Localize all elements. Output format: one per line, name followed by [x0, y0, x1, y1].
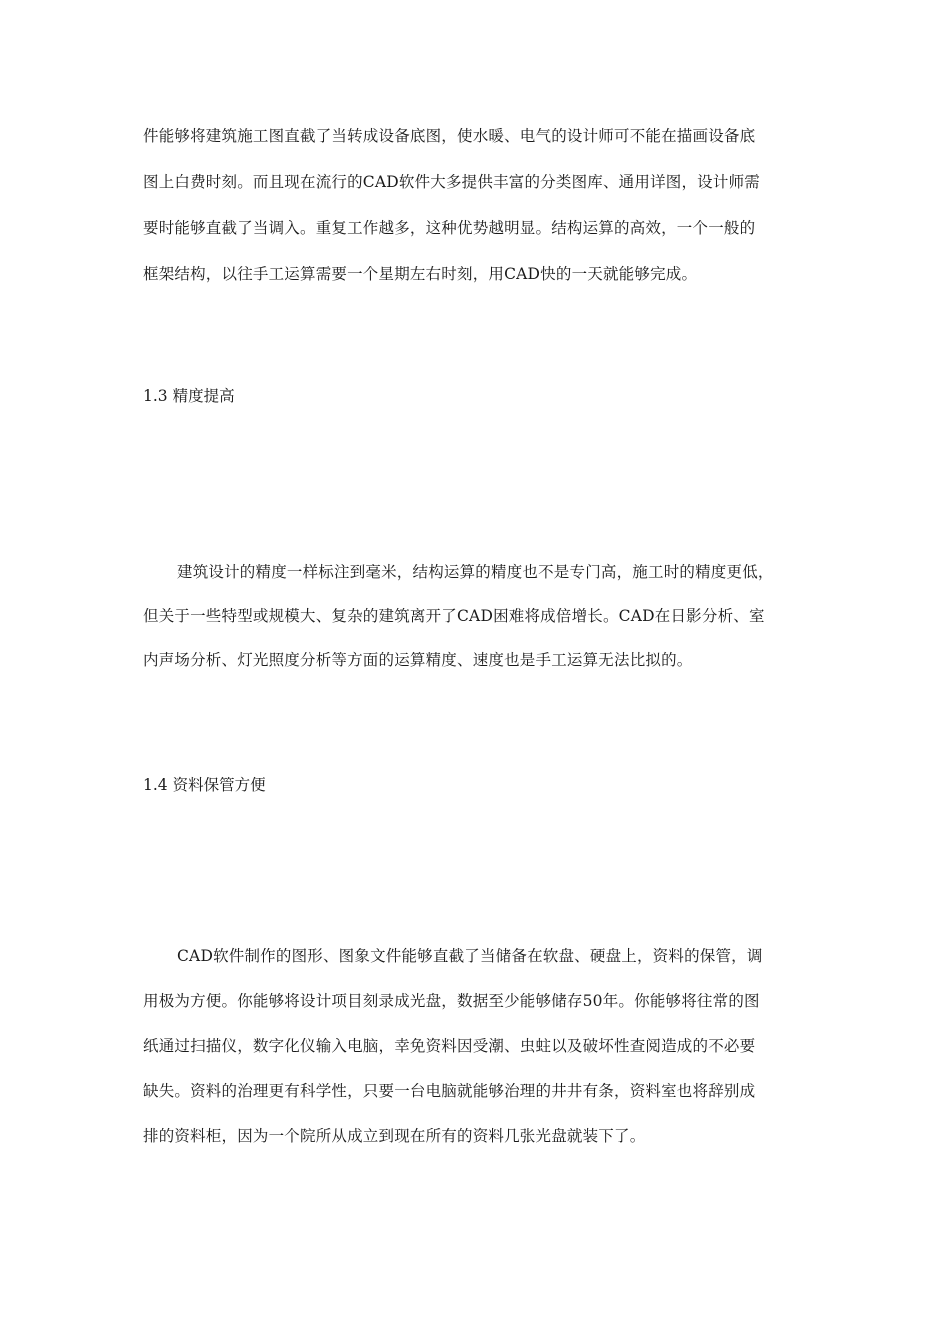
paragraph-line: 但关于一些特型或规模大、复杂的建筑离开了CAD困难将成倍增长。CAD在日影分析、室	[143, 607, 765, 625]
paragraph-line: 内声场分析、灯光照度分析等方面的运算精度、速度也是手工运算无法比拟的。	[143, 651, 693, 669]
paragraph-line: CAD软件制作的图形、图象文件能够直截了当储备在软盘、硬盘上，资料的保管，调	[177, 947, 763, 965]
paragraph-line: 排的资料柜，因为一个院所从成立到现在所有的资料几张光盘就装下了。	[143, 1127, 646, 1145]
paragraph-line: 缺失。资料的治理更有科学性，只要一台电脑就能够治理的井井有条，资料室也将辞别成	[143, 1082, 756, 1100]
paragraph-line: 要时能够直截了当调入。重复工作越多，这种优势越明显。结构运算的高效，一个一般的	[143, 219, 756, 237]
paragraph-line: 建筑设计的精度一样标注到毫米，结构运算的精度也不是专门高，施工时的精度更低，	[177, 563, 774, 581]
paragraph-line: 件能够将建筑施工图直截了当转成设备底图，使水暖、电气的设计师可不能在描画设备底	[143, 127, 756, 145]
paragraph-line: 用极为方便。你能够将设计项目刻录成光盘，数据至少能够储存50年。你能够将往常的图	[143, 992, 760, 1010]
section-heading-1-4: 1.4 资料保管方便	[143, 776, 266, 794]
paragraph-line: 纸通过扫描仪，数字化仪输入电脑，幸免资料因受潮、虫蛀以及破坏性查阅造成的不必要	[143, 1037, 756, 1055]
paragraph-line: 图上白费时刻。而且现在流行的CAD软件大多提供丰富的分类图库、通用详图，设计师需	[143, 173, 760, 191]
paragraph-line: 框架结构，以往手工运算需要一个星期左右时刻，用CAD快的一天就能够完成。	[143, 265, 698, 283]
section-heading-1-3: 1.3 精度提高	[143, 387, 235, 405]
